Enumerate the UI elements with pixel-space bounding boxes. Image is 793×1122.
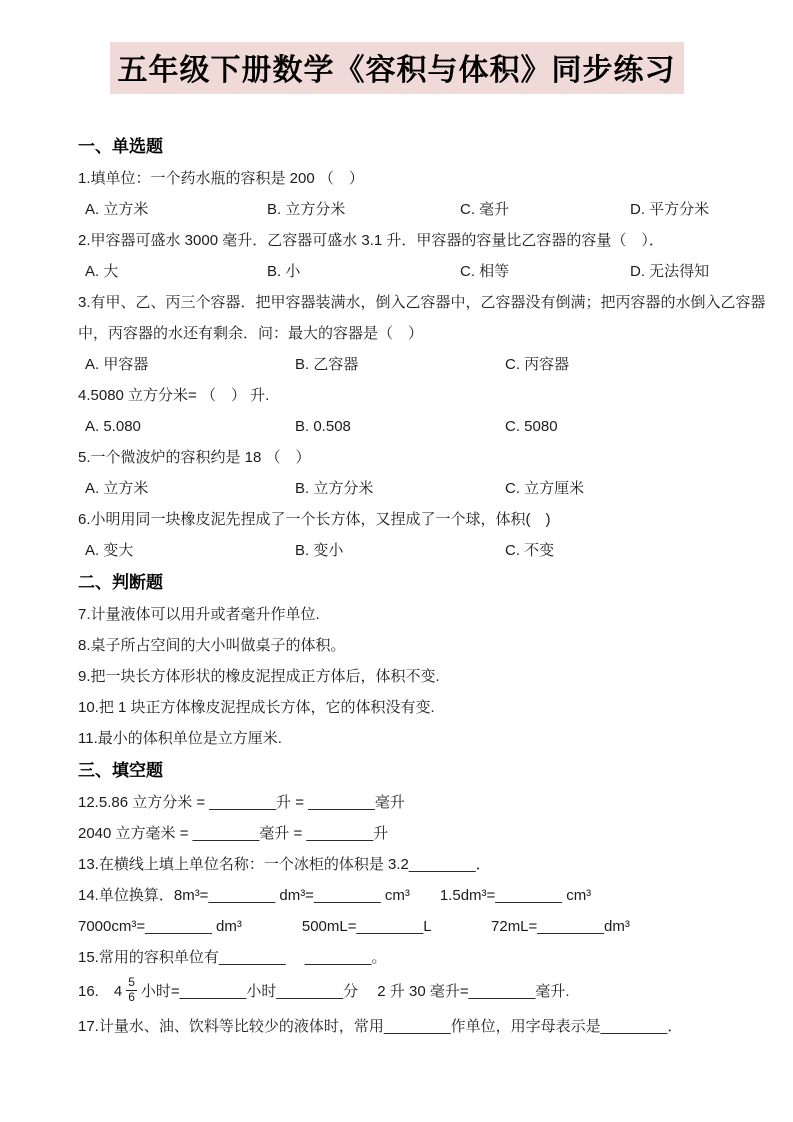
option-label: A. 立方米 [85,480,149,497]
fraction-suffix: 小时=________小时________分 2 升 30 毫升=________毫升. [140,983,570,1000]
option-label: C. 相等 [460,263,510,280]
option-label: B. 立方分米 [267,201,346,218]
option-label: A. 立方米 [85,201,149,218]
question-text: 4.5080 立方分米= （ ） 升. [78,387,270,404]
section-heading: 一、单选题 [78,137,163,156]
question-text: 14.单位换算．8m³=________ dm³=________ cm³ 1.5dm³=________ cm³ [78,887,592,904]
question-text: 11.最小的体积单位是立方厘米. [78,730,282,747]
options-row [78,256,723,287]
option-label: C. 不变 [505,542,555,559]
option-label: D. 平方分米 [630,201,710,218]
options-row [78,535,723,566]
question-text: 10.把 1 块正方体橡皮泥捏成长方体，它的体积没有变. [78,699,435,716]
question-text: 1.填单位：一个药水瓶的容积是 200 （ ） [78,170,364,187]
document-lines [78,130,766,1042]
fraction-denominator: 6 [128,989,135,1004]
option-label: B. 小 [267,263,301,280]
question-text: 17.计量水、油、饮料等比较少的液体时，常用________作单位，用字母表示是________． [78,1018,683,1035]
option-label: B. 0.508 [295,418,351,435]
option-label: D. 无法得知 [630,263,710,280]
options-row [78,411,723,442]
question-text: 9.把一块长方体形状的橡皮泥捏成正方体后，体积不变. [78,668,440,685]
question-text: 5.一个微波炉的容积约是 18 （ ） [78,449,311,466]
question-text-with-fraction [78,973,723,1011]
question-text: 12.5.86 立方分米 = ________升 = ________毫升 [78,794,405,811]
question-text: 6.小明用同一块橡皮泥先捏成了一个长方体，又捏成了一个球，体积( ) [78,511,551,528]
fraction [126,976,137,1005]
section-heading: 二、判断题 [78,573,163,592]
page-title: 五年级下册数学《容积与体积》同步练习 [110,42,684,94]
question-text: 13.在横线上填上单位名称：一个冰柜的体积是 3.2________． [78,856,491,873]
question-text: 3.有甲、乙、丙三个容器．把甲容器装满水，倒入乙容器中，乙容器没有倒满；把丙容器的水倒入乙容器 [78,294,766,311]
fraction-prefix: 16. 4 [78,983,123,1000]
section-heading: 三、填空题 [78,761,163,780]
fraction-numerator: 5 [128,974,135,989]
option-label: B. 立方分米 [295,480,374,497]
option-label: B. 乙容器 [295,356,359,373]
title-area [0,0,793,94]
question-text: 15.常用的容积单位有________ ________。 [78,949,387,966]
option-label: C. 丙容器 [505,356,570,373]
option-label: A. 5.080 [85,418,141,435]
option-label: C. 5080 [505,418,558,435]
question-text: 8.桌子所占空间的大小叫做桌子的体积。 [78,637,346,654]
question-text: 2.甲容器可盛水 3000 毫升．乙容器可盛水 3.1 升．甲容器的容量比乙容器的容量（ ）． [78,232,664,249]
question-text: 2040 立方毫米 = ________毫升 = ________升 [78,825,389,842]
option-label: A. 大 [85,263,119,280]
question-text: 7.计量液体可以用升或者毫升作单位. [78,606,320,623]
option-label: C. 立方厘米 [505,480,585,497]
question-text: 7000cm³=________ dm³ 500mL=________L 72mL=________dm³ [78,918,630,935]
option-label: A. 变大 [85,542,134,559]
options-row [78,473,723,504]
question-text: 中，丙容器的水还有剩余．问：最大的容器是（ ） [78,325,424,342]
options-row [78,349,723,380]
option-label: B. 变小 [295,542,344,559]
options-row [78,194,723,225]
option-label: A. 甲容器 [85,356,149,373]
option-label: C. 毫升 [460,201,510,218]
